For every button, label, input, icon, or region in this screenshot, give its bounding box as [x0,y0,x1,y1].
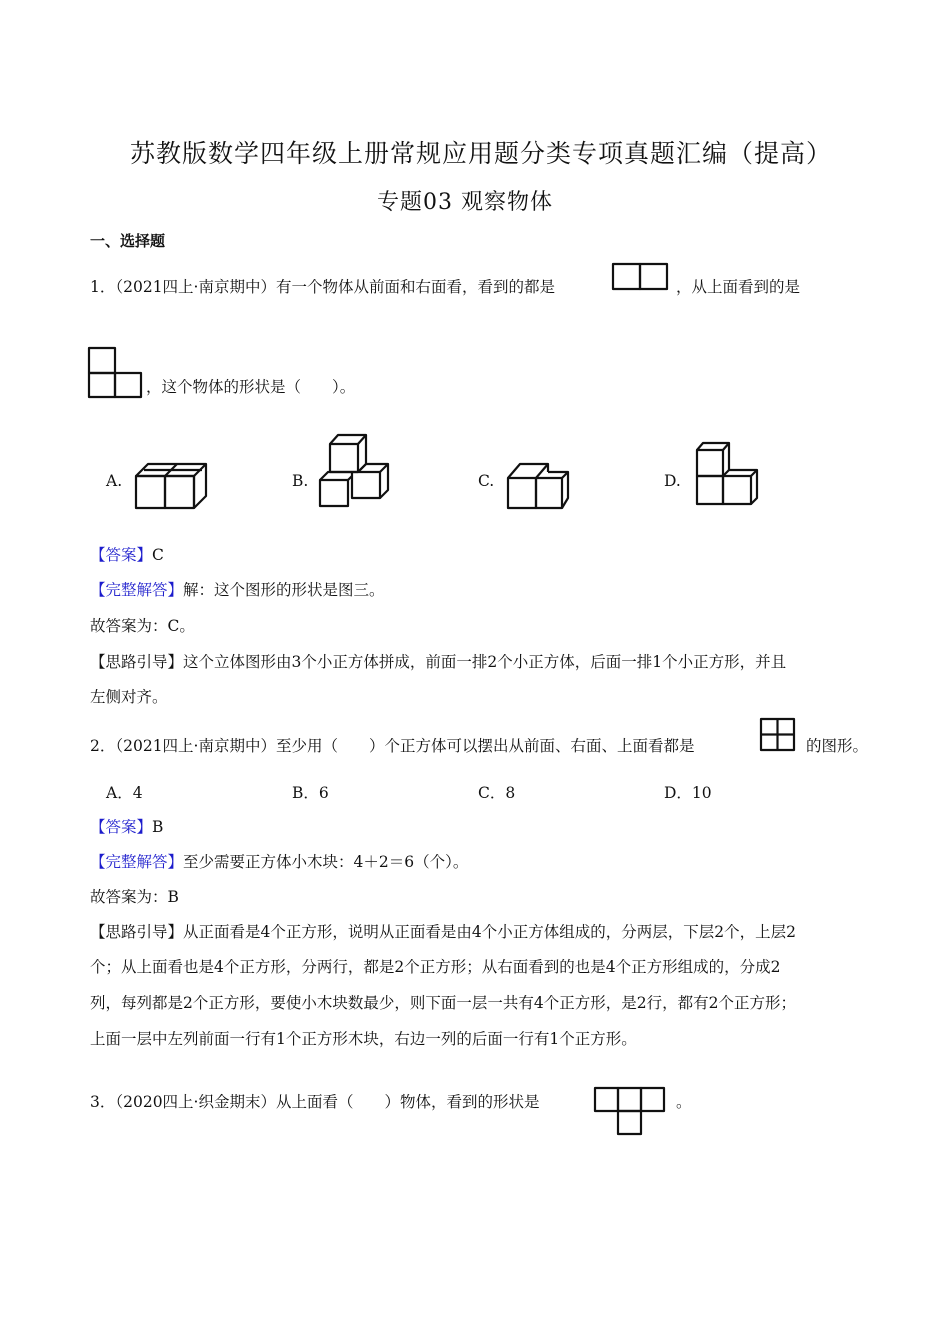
q1-option-b-label: B. [292,472,309,490]
hint-text: 这个立体图形由3个小正方体拼成，前面一排2个小正方体，后面一排1个小正方形，并且 [183,653,787,671]
solution-text: 解：这个图形的形状是图三。 [183,581,385,599]
q3-stem-part-b: 。 [676,1093,692,1111]
q1-hint-line-2: 左侧对齐。 [90,688,168,706]
q3-stem-part-a: 3．（2020四上·织金期末）从上面看（ ）物体，看到的形状是 [90,1093,540,1111]
document-title: 苏教版数学四年级上册常规应用题分类专项真题汇编（提高） [130,139,833,168]
document-subtitle: 专题03 观察物体 [377,190,553,215]
q1-hint-line-1 [90,650,786,672]
q1-solution-line [90,578,385,600]
answer-value: C [152,546,164,564]
q2-answer-line [90,815,163,837]
q2-stem-part-a: 2．（2021四上·南京期中）至少用（ ）个正方体可以摆出从前面、右面、上面看都是 [90,737,695,755]
answer-value: B [152,818,164,836]
solution-tag: 【完整解答】 [90,581,184,599]
q2-view-figure [760,718,796,752]
hint-tag: 【思路引导】 [90,653,184,671]
q1-option-c-figure [504,458,574,512]
q1-stem-part-c: ，这个物体的形状是（ ）。 [146,378,356,396]
q1-conclusion: 故答案为：C。 [90,617,195,635]
q2-hint-line-4: 上面一层中左列前面一行有1个正方形木块，右边一列的后面一行有1个正方形。 [90,1030,637,1048]
q2-option-a: A．4 [106,784,143,802]
q1-stem-part-b: ，从上面看到的是 [676,278,801,296]
solution-text: 至少需要正方体小木块：4＋2＝6（个）。 [183,853,469,871]
q1-option-d-label: D. [664,472,681,490]
q2-option-b: B．6 [292,784,329,802]
q2-option-d: D．10 [664,784,712,802]
q2-hint-line-2: 个；从上面看也是4个正方形，分两行，都是2个正方形；从右面看到的也是4个正方形组成的，分成2 [90,958,781,976]
q2-hint-line-1 [90,920,796,942]
q2-stem-part-b: 的图形。 [806,737,869,755]
q2-solution-line [90,850,468,872]
answer-tag: 【答案】 [90,546,153,564]
q1-answer-line [90,543,164,565]
q1-option-d-figure [693,440,763,510]
q1-option-a-figure [132,458,212,512]
hint-tag: 【思路引导】 [90,923,184,941]
q1-stem-part-a: 1．（2021四上·南京期中）有一个物体从前面和右面看，看到的都是 [90,278,555,296]
solution-tag: 【完整解答】 [90,853,184,871]
q2-conclusion: 故答案为：B [90,888,179,906]
q2-hint-line-3: 列，每列都是2个正方形，要使小木块数最少，则下面一层一共有4个正方形，是2行，都有2个正方形； [90,994,796,1012]
q1-front-view-figure [612,263,668,291]
hint-text: 从正面看是4个正方形，说明从正面看是由4个小正方体组成的，分两层，下层2个，上层2 [183,923,796,941]
q1-option-b-figure [316,432,394,512]
section-heading: 一、选择题 [90,232,166,250]
q1-option-a-label: A. [106,472,123,490]
q1-option-c-label: C. [478,472,495,490]
answer-tag: 【答案】 [90,818,153,836]
q1-top-view-figure [88,347,142,399]
q3-top-view-figure [594,1087,666,1137]
q2-option-c: C．8 [478,784,516,802]
